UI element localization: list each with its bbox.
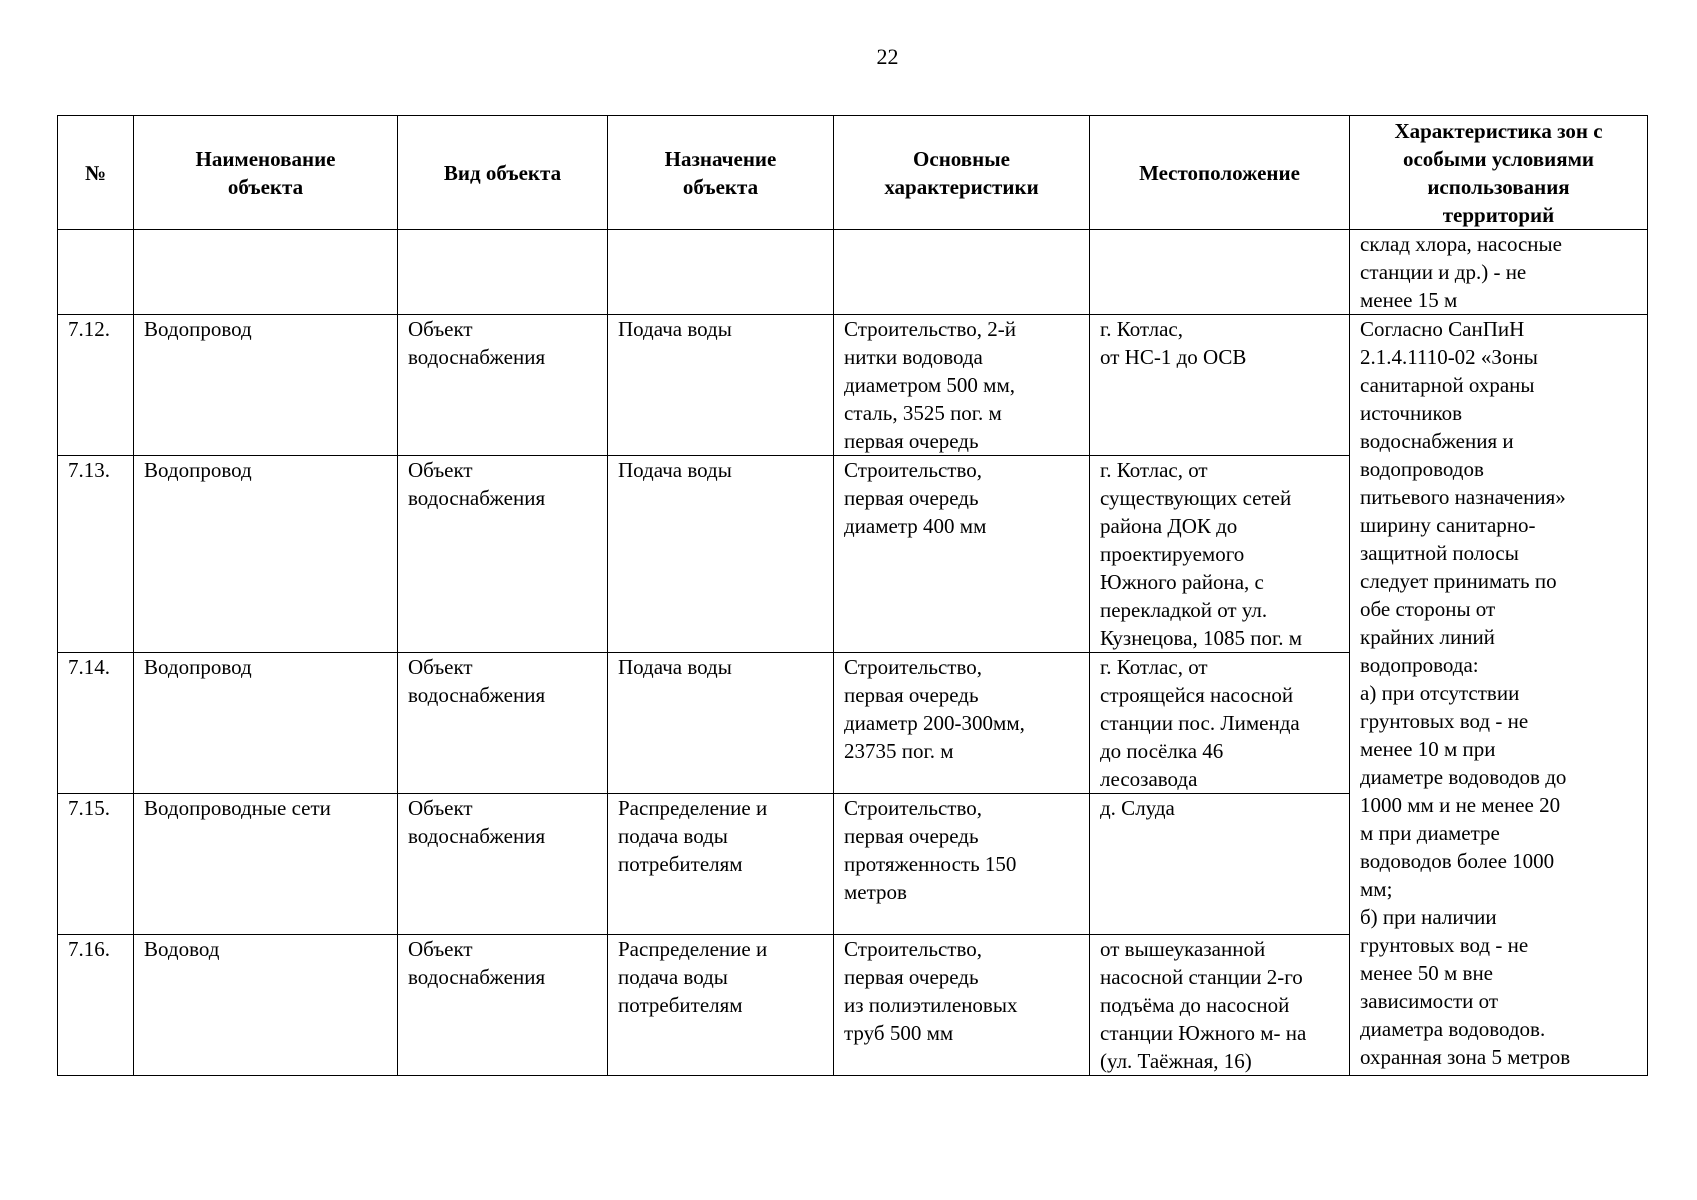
header-purpose: Назначение объекта <box>608 116 834 230</box>
cell-kind: Объект водоснабжения <box>398 935 608 1076</box>
header-kind: Вид объекта <box>398 116 608 230</box>
cell-empty <box>398 230 608 315</box>
cell-empty <box>58 230 134 315</box>
cell-number: 7.14. <box>58 653 134 794</box>
cell-purpose: Распределение и подача воды потребителям <box>608 794 834 935</box>
objects-table <box>57 115 1648 1076</box>
cell-characteristics: Строительство, первая очередь диаметр 200-300мм, 23735 пог. м <box>834 653 1090 794</box>
cell-name: Водопроводные сети <box>134 794 398 935</box>
cell-empty <box>834 230 1090 315</box>
cell-zone-merged: Согласно СанПиН 2.1.4.1110-02 «Зоны санитарной охраны источников водоснабжения и водопроводов питьевого назначения» ширину санитарно- защитной полосы следует принимать по обе стороны от крайних линий водопровода: а) при отсутствии грунтовых вод - не менее 10 м при диаметре водоводов до 1000 мм и не менее 20 м при диаметре водоводов более 1000 мм; б) при наличии грунтовых вод - не менее 50 м вне зависимости от диаметра водоводов. охранная зона 5 метров <box>1350 315 1648 1076</box>
cell-kind: Объект водоснабжения <box>398 653 608 794</box>
cell-kind: Объект водоснабжения <box>398 315 608 456</box>
cell-characteristics: Строительство, 2-й нитки водовода диаметром 500 мм, сталь, 3525 пог. м первая очередь <box>834 315 1090 456</box>
cell-number: 7.15. <box>58 794 134 935</box>
header-characteristics: Основные характеристики <box>834 116 1090 230</box>
cell-purpose: Подача воды <box>608 456 834 653</box>
cell-kind: Объект водоснабжения <box>398 456 608 653</box>
cell-empty <box>1090 230 1350 315</box>
cell-purpose: Распределение и подача воды потребителям <box>608 935 834 1076</box>
cell-location: от вышеуказанной насосной станции 2-го подъёма до насосной станции Южного м- на (ул. Таёжная, 16) <box>1090 935 1350 1076</box>
header-location: Местоположение <box>1090 116 1350 230</box>
cell-name: Водопровод <box>134 315 398 456</box>
cell-characteristics: Строительство, первая очередь диаметр 400 мм <box>834 456 1090 653</box>
table-row <box>58 315 1648 456</box>
cell-empty <box>134 230 398 315</box>
header-name: Наименование объекта <box>134 116 398 230</box>
cell-purpose: Подача воды <box>608 653 834 794</box>
cell-location: д. Слуда <box>1090 794 1350 935</box>
cell-number: 7.12. <box>58 315 134 456</box>
cell-name: Водовод <box>134 935 398 1076</box>
cell-name: Водопровод <box>134 456 398 653</box>
header-zones: Характеристика зон с особыми условиями использования территорий <box>1350 116 1648 230</box>
cell-characteristics: Строительство, первая очередь из полиэтиленовых труб 500 мм <box>834 935 1090 1076</box>
cell-location: г. Котлас, от строящейся насосной станции пос. Лименда до посёлка 46 лесозавода <box>1090 653 1350 794</box>
header-number: № <box>58 116 134 230</box>
header-row <box>58 116 1648 230</box>
table-row-continuation <box>58 230 1648 315</box>
cell-zone-continuation: склад хлора, насосные станции и др.) - не менее 15 м <box>1350 230 1648 315</box>
page-number: 22 <box>876 44 899 69</box>
cell-location: г. Котлас, от существующих сетей района ДОК до проектируемого Южного района, с перекладкой от ул. Кузнецова, 1085 пог. м <box>1090 456 1350 653</box>
cell-location: г. Котлас, от НС-1 до ОСВ <box>1090 315 1350 456</box>
cell-number: 7.16. <box>58 935 134 1076</box>
cell-characteristics: Строительство, первая очередь протяженность 150 метров <box>834 794 1090 935</box>
cell-kind: Объект водоснабжения <box>398 794 608 935</box>
cell-name: Водопровод <box>134 653 398 794</box>
cell-purpose: Подача воды <box>608 315 834 456</box>
cell-number: 7.13. <box>58 456 134 653</box>
cell-empty <box>608 230 834 315</box>
